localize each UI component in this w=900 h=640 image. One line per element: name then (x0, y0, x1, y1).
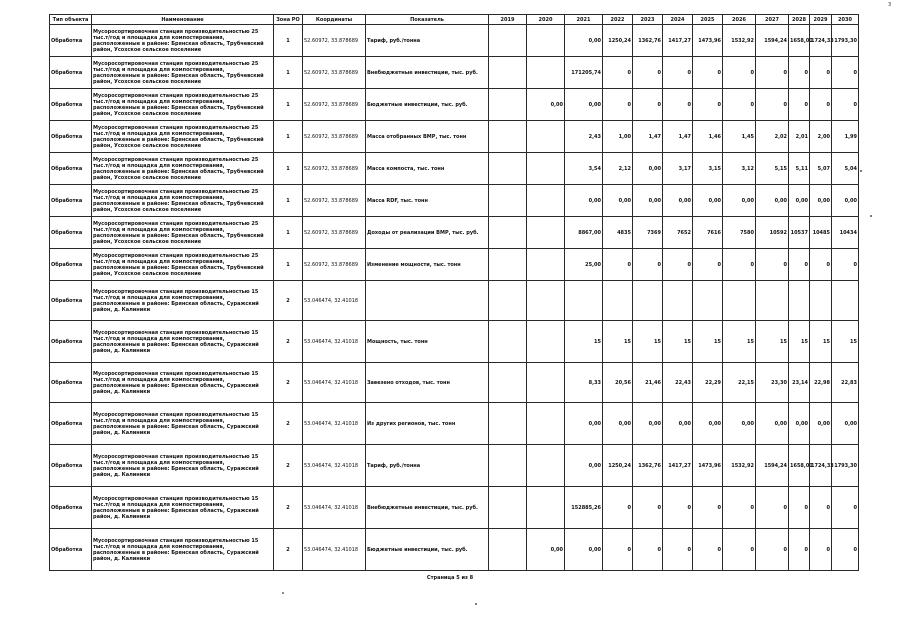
cell-year-value: 10537 (789, 217, 810, 249)
cell-coordinates: 52.60972, 33.878689 (303, 249, 366, 281)
cell-object-type: Обработка (50, 185, 92, 217)
cell-year-value: 4835 (603, 217, 633, 249)
cell-year-value (489, 185, 527, 217)
cell-year-value: 1793,30 (832, 445, 859, 487)
cell-year-value: 1724,33 (810, 25, 832, 57)
cell-indicator: Масса компоста, тыс. тонн (366, 153, 489, 185)
cell-year-value: 0 (633, 529, 663, 571)
table-row (50, 121, 859, 153)
cell-year-value: 1250,24 (603, 25, 633, 57)
header-year: 2021 (565, 15, 603, 25)
cell-rc-zone: 2 (274, 403, 303, 445)
cell-year-value: 7580 (723, 217, 756, 249)
cell-year-value: 0 (693, 249, 723, 281)
cell-indicator: Завезено отходов, тыс. тонн (366, 363, 489, 403)
cell-coordinates: 53.046474, 32.41018 (303, 487, 366, 529)
table-row (50, 57, 859, 89)
table-row (50, 445, 859, 487)
cell-year-value: 0,00 (565, 89, 603, 121)
cell-year-value: 152885,26 (565, 487, 603, 529)
document-sheet (49, 14, 857, 571)
cell-indicator: Масса отобранных ВМР, тыс. тонн (366, 121, 489, 153)
scan-speck (282, 592, 284, 594)
cell-year-value: 15 (810, 321, 832, 363)
cell-rc-zone: 1 (274, 57, 303, 89)
cell-year-value: 0,00 (603, 185, 633, 217)
cell-year-value: 15 (693, 321, 723, 363)
header-rc: Зона РО (274, 15, 303, 25)
cell-year-value: 0,00 (633, 153, 663, 185)
cell-year-value (527, 281, 565, 321)
cell-year-value (489, 57, 527, 89)
cell-year-value: 0,00 (789, 185, 810, 217)
header-year: 2020 (527, 15, 565, 25)
cell-year-value: 7369 (633, 217, 663, 249)
cell-year-value: 0,00 (603, 403, 633, 445)
cell-year-value (489, 445, 527, 487)
cell-year-value (565, 281, 603, 321)
cell-year-value: 23,30 (756, 363, 789, 403)
cell-year-value: 3,54 (565, 153, 603, 185)
cell-indicator: Внебюджетные инвестиции, тыс. руб. (366, 487, 489, 529)
cell-year-value (527, 25, 565, 57)
cell-year-value: 0 (633, 487, 663, 529)
cell-coordinates: 53.046474, 32.41018 (303, 529, 366, 571)
table-row (50, 281, 859, 321)
cell-rc-zone: 1 (274, 185, 303, 217)
cell-year-value: 0,00 (693, 185, 723, 217)
scan-speck (870, 215, 872, 217)
cell-coordinates: 52.60972, 33.878689 (303, 89, 366, 121)
cell-year-value: 0,00 (633, 403, 663, 445)
cell-object-name: Мусоросортировочная станция производительностью 25 тыс.т/год и площадка для компостирования, расположенные в районе: Брянская область, Трубчевский район, Усохское сельское поселение (92, 25, 274, 57)
cell-year-value (603, 281, 633, 321)
cell-coordinates: 53.046474, 32.41018 (303, 403, 366, 445)
cell-year-value: 1,47 (633, 121, 663, 153)
cell-year-value: 0 (723, 487, 756, 529)
cell-object-name: Мусоросортировочная станция производительностью 25 тыс.т/год и площадка для компостирования, расположенные в районе: Брянская область, Трубчевский район, Усохское сельское поселение (92, 185, 274, 217)
cell-year-value: 0 (756, 529, 789, 571)
cell-object-name: Мусоросортировочная станция производительностью 25 тыс.т/год и площадка для компостирования, расположенные в районе: Брянская область, Трубчевский район, Усохское сельское поселение (92, 249, 274, 281)
cell-indicator: Доходы от реализации ВМР, тыс. руб. (366, 217, 489, 249)
cell-object-name: Мусоросортировочная станция производительностью 25 тыс.т/год и площадка для компостирования, расположенные в районе: Брянская область, Трубчевский район, Усохское сельское поселение (92, 89, 274, 121)
cell-year-value (489, 121, 527, 153)
cell-year-value: 15 (832, 321, 859, 363)
cell-year-value: 0 (693, 487, 723, 529)
cell-year-value: 0 (832, 487, 859, 529)
cell-year-value: 0 (756, 487, 789, 529)
cell-year-value: 2,00 (810, 121, 832, 153)
cell-object-name: Мусоросортировочная станция производительностью 25 тыс.т/год и площадка для компостирования, расположенные в районе: Брянская область, Трубчевский район, Усохское сельское поселение (92, 217, 274, 249)
cell-object-name: Мусоросортировочная станция производительностью 15 тыс.т/год и площадка для компостирования, расположенные в районе: Брянская область, Суражский район, д. Калиники (92, 321, 274, 363)
cell-year-value: 1532,92 (723, 445, 756, 487)
cell-year-value: 0,00 (723, 403, 756, 445)
scan-speck (475, 603, 477, 605)
cell-year-value (832, 281, 859, 321)
cell-coordinates: 53.046474, 32.41018 (303, 445, 366, 487)
cell-year-value (489, 363, 527, 403)
header-year: 2030 (832, 15, 859, 25)
table-row (50, 363, 859, 403)
cell-coordinates: 52.60972, 33.878689 (303, 25, 366, 57)
cell-year-value: 8867,00 (565, 217, 603, 249)
cell-object-type: Обработка (50, 321, 92, 363)
cell-rc-zone: 1 (274, 121, 303, 153)
header-type: Тип объекта (50, 15, 92, 25)
cell-year-value: 0 (633, 89, 663, 121)
cell-object-type: Обработка (50, 121, 92, 153)
cell-year-value (489, 153, 527, 185)
cell-year-value: 0 (789, 57, 810, 89)
cell-year-value: 5,04 (832, 153, 859, 185)
cell-year-value: 0,00 (663, 403, 693, 445)
cell-year-value: 0 (633, 57, 663, 89)
cell-coordinates: 52.60972, 33.878689 (303, 185, 366, 217)
header-year: 2026 (723, 15, 756, 25)
cell-year-value: 1473,96 (693, 25, 723, 57)
cell-indicator: Изменение мощности, тыс. тонн (366, 249, 489, 281)
cell-object-type: Обработка (50, 403, 92, 445)
header-year: 2029 (810, 15, 832, 25)
sheet-corner-number: 3 (888, 2, 892, 8)
cell-year-value: 22,29 (693, 363, 723, 403)
cell-year-value (489, 217, 527, 249)
cell-year-value: 0 (663, 57, 693, 89)
cell-year-value: 5,15 (756, 153, 789, 185)
cell-year-value: 1417,27 (663, 445, 693, 487)
cell-year-value: 5,11 (789, 153, 810, 185)
header-year: 2023 (633, 15, 663, 25)
cell-year-value (527, 57, 565, 89)
cell-indicator: Внебюджетные инвестиции, тыс. руб. (366, 57, 489, 89)
cell-object-type: Обработка (50, 445, 92, 487)
table-row (50, 321, 859, 363)
cell-year-value: 22,15 (723, 363, 756, 403)
cell-rc-zone: 2 (274, 281, 303, 321)
cell-year-value: 0 (810, 487, 832, 529)
cell-year-value: 0,00 (756, 403, 789, 445)
cell-year-value (527, 249, 565, 281)
cell-year-value: 2,01 (789, 121, 810, 153)
cell-year-value: 0 (756, 57, 789, 89)
cell-year-value (489, 281, 527, 321)
cell-rc-zone: 1 (274, 25, 303, 57)
table-row (50, 487, 859, 529)
cell-year-value: 0 (603, 57, 633, 89)
cell-year-value: 0,00 (723, 185, 756, 217)
cell-year-value: 1250,24 (603, 445, 633, 487)
cell-object-name: Мусоросортировочная станция производительностью 15 тыс.т/год и площадка для компостирования, расположенные в районе: Брянская область, Суражский район, д. Калиники (92, 363, 274, 403)
cell-year-value: 1793,30 (832, 25, 859, 57)
cell-year-value: 2,43 (565, 121, 603, 153)
cell-year-value: 0 (832, 529, 859, 571)
cell-year-value: 7652 (663, 217, 693, 249)
cell-year-value: 3,12 (723, 153, 756, 185)
cell-object-type: Обработка (50, 153, 92, 185)
cell-year-value (527, 363, 565, 403)
header-year: 2025 (693, 15, 723, 25)
cell-year-value: 21,46 (633, 363, 663, 403)
cell-year-value: 0,00 (633, 185, 663, 217)
cell-year-value: 15 (633, 321, 663, 363)
cell-year-value: 1362,76 (633, 25, 663, 57)
cell-year-value: 0 (723, 249, 756, 281)
cell-year-value: 0,00 (565, 185, 603, 217)
cell-year-value (489, 89, 527, 121)
cell-year-value (789, 281, 810, 321)
cell-year-value: 10434 (832, 217, 859, 249)
investment-table (49, 14, 859, 571)
cell-year-value: 2,02 (756, 121, 789, 153)
header-coord: Координаты (303, 15, 366, 25)
cell-year-value: 0 (789, 529, 810, 571)
cell-coordinates: 53.046474, 32.41018 (303, 363, 366, 403)
cell-year-value: 1594,24 (756, 445, 789, 487)
cell-coordinates: 52.60972, 33.878689 (303, 121, 366, 153)
cell-year-value: 1724,33 (810, 445, 832, 487)
cell-year-value: 15 (723, 321, 756, 363)
cell-year-value: 15 (565, 321, 603, 363)
cell-year-value (527, 121, 565, 153)
cell-year-value: 0,00 (789, 403, 810, 445)
cell-year-value: 15 (603, 321, 633, 363)
cell-year-value (723, 281, 756, 321)
cell-year-value: 0,00 (565, 445, 603, 487)
cell-indicator: Из других регионов, тыс. тонн (366, 403, 489, 445)
table-header-row (50, 15, 859, 25)
cell-year-value: 0 (789, 487, 810, 529)
cell-year-value: 0 (810, 57, 832, 89)
cell-year-value: 1,99 (832, 121, 859, 153)
cell-rc-zone: 1 (274, 89, 303, 121)
cell-year-value (527, 403, 565, 445)
cell-year-value: 0,00 (756, 185, 789, 217)
cell-year-value: 0 (663, 249, 693, 281)
cell-year-value: 0,00 (832, 403, 859, 445)
cell-year-value: 0 (756, 89, 789, 121)
cell-object-name: Мусоросортировочная станция производительностью 25 тыс.т/год и площадка для компостирования, расположенные в районе: Брянская область, Трубчевский район, Усохское сельское поселение (92, 57, 274, 89)
cell-object-name: Мусоросортировочная станция производительностью 15 тыс.т/год и площадка для компостирования, расположенные в районе: Брянская область, Суражский район, д. Калиники (92, 529, 274, 571)
cell-year-value: 3,15 (693, 153, 723, 185)
cell-rc-zone: 2 (274, 445, 303, 487)
cell-year-value: 1,47 (663, 121, 693, 153)
cell-object-name: Мусоросортировочная станция производительностью 25 тыс.т/год и площадка для компостирования, расположенные в районе: Брянская область, Трубчевский район, Усохское сельское поселение (92, 121, 274, 153)
header-name: Наименование (92, 15, 274, 25)
header-year: 2027 (756, 15, 789, 25)
cell-indicator: Тариф, руб./тонна (366, 445, 489, 487)
cell-year-value: 0,00 (565, 403, 603, 445)
cell-object-type: Обработка (50, 529, 92, 571)
cell-rc-zone: 2 (274, 487, 303, 529)
cell-year-value: 1594,24 (756, 25, 789, 57)
cell-year-value: 15 (789, 321, 810, 363)
cell-rc-zone: 1 (274, 217, 303, 249)
cell-object-type: Обработка (50, 217, 92, 249)
cell-object-type: Обработка (50, 487, 92, 529)
cell-year-value: 0,00 (527, 529, 565, 571)
cell-year-value (756, 281, 789, 321)
cell-object-name: Мусоросортировочная станция производительностью 15 тыс.т/год и площадка для компостирования, расположенные в районе: Брянская область, Суражский район, д. Калиники (92, 487, 274, 529)
table-row (50, 217, 859, 249)
cell-year-value: 20,56 (603, 363, 633, 403)
cell-year-value: 0 (693, 57, 723, 89)
cell-year-value: 1417,27 (663, 25, 693, 57)
cell-object-type: Обработка (50, 57, 92, 89)
cell-year-value: 0,00 (663, 185, 693, 217)
cell-object-type: Обработка (50, 363, 92, 403)
cell-year-value (489, 249, 527, 281)
cell-year-value: 22,43 (663, 363, 693, 403)
cell-object-name: Мусоросортировочная станция производительностью 15 тыс.т/год и площадка для компостирования, расположенные в районе: Брянская область, Суражский район, д. Калиники (92, 445, 274, 487)
cell-indicator: Мощность, тыс. тонн (366, 321, 489, 363)
cell-year-value: 0 (723, 529, 756, 571)
cell-year-value (633, 281, 663, 321)
cell-year-value: 5,07 (810, 153, 832, 185)
cell-year-value: 0 (756, 249, 789, 281)
scan-speck (860, 170, 862, 172)
cell-year-value: 1532,92 (723, 25, 756, 57)
header-year: 2019 (489, 15, 527, 25)
cell-year-value: 0 (723, 57, 756, 89)
header-year: 2028 (789, 15, 810, 25)
cell-object-name: Мусоросортировочная станция производительностью 15 тыс.т/год и площадка для компостирования, расположенные в районе: Брянская область, Суражский район, д. Калиники (92, 403, 274, 445)
cell-coordinates: 53.046474, 32.41018 (303, 321, 366, 363)
cell-year-value: 0 (789, 89, 810, 121)
table-row (50, 25, 859, 57)
table-body (50, 25, 859, 571)
cell-rc-zone: 2 (274, 363, 303, 403)
cell-year-value: 15 (756, 321, 789, 363)
cell-year-value: 0 (633, 249, 663, 281)
cell-year-value: 2,12 (603, 153, 633, 185)
cell-year-value: 0,00 (810, 185, 832, 217)
cell-indicator: Бюджетные инвестиции, тыс. руб. (366, 529, 489, 571)
cell-indicator: Бюджетные инвестиции, тыс. руб. (366, 89, 489, 121)
cell-year-value: 0,00 (527, 89, 565, 121)
cell-year-value: 1658,01 (789, 445, 810, 487)
cell-object-name: Мусоросортировочная станция производительностью 25 тыс.т/год и площадка для компостирования, расположенные в районе: Брянская область, Трубчевский район, Усохское сельское поселение (92, 153, 274, 185)
cell-year-value (489, 321, 527, 363)
cell-year-value: 23,14 (789, 363, 810, 403)
cell-rc-zone: 2 (274, 321, 303, 363)
cell-coordinates: 53.046474, 32.41018 (303, 281, 366, 321)
cell-object-type: Обработка (50, 281, 92, 321)
cell-year-value: 3,17 (663, 153, 693, 185)
table-row (50, 403, 859, 445)
cell-year-value: 0,00 (810, 403, 832, 445)
cell-year-value (663, 281, 693, 321)
cell-year-value (527, 153, 565, 185)
cell-year-value: 8,33 (565, 363, 603, 403)
cell-year-value: 0 (723, 89, 756, 121)
table-row (50, 89, 859, 121)
header-year: 2024 (663, 15, 693, 25)
cell-year-value: 0 (832, 57, 859, 89)
table-row (50, 529, 859, 571)
cell-year-value: 171205,74 (565, 57, 603, 89)
cell-rc-zone: 1 (274, 249, 303, 281)
header-year: 2022 (603, 15, 633, 25)
cell-year-value (527, 185, 565, 217)
cell-year-value: 25,00 (565, 249, 603, 281)
cell-year-value: 1,00 (603, 121, 633, 153)
header-indicator: Показатель (366, 15, 489, 25)
cell-year-value: 1,46 (693, 121, 723, 153)
cell-year-value (693, 281, 723, 321)
cell-coordinates: 52.60972, 33.878689 (303, 57, 366, 89)
cell-year-value: 7616 (693, 217, 723, 249)
cell-rc-zone: 2 (274, 529, 303, 571)
cell-year-value: 22,83 (832, 363, 859, 403)
cell-year-value: 0 (663, 89, 693, 121)
cell-coordinates: 52.60972, 33.878689 (303, 217, 366, 249)
cell-year-value (489, 25, 527, 57)
cell-year-value (527, 445, 565, 487)
cell-year-value: 0,00 (565, 529, 603, 571)
cell-year-value: 0 (832, 89, 859, 121)
cell-year-value: 0 (810, 89, 832, 121)
cell-year-value: 1362,76 (633, 445, 663, 487)
cell-object-type: Обработка (50, 25, 92, 57)
cell-year-value (527, 217, 565, 249)
cell-year-value: 0 (789, 249, 810, 281)
cell-indicator: Масса RDF, тыс. тонн (366, 185, 489, 217)
cell-year-value: 0,00 (565, 25, 603, 57)
cell-year-value: 0 (603, 249, 633, 281)
cell-year-value: 0 (603, 529, 633, 571)
table-row (50, 153, 859, 185)
cell-year-value: 0 (603, 487, 633, 529)
cell-indicator: Тариф, руб./тонна (366, 25, 489, 57)
cell-year-value: 0 (810, 249, 832, 281)
cell-year-value (527, 487, 565, 529)
cell-year-value: 0 (832, 249, 859, 281)
table-row (50, 185, 859, 217)
cell-year-value: 0,00 (693, 403, 723, 445)
cell-year-value (527, 321, 565, 363)
page-footer: Страница 5 из 8 (426, 575, 474, 581)
cell-year-value (489, 403, 527, 445)
cell-year-value: 0 (810, 529, 832, 571)
table-row (50, 249, 859, 281)
cell-year-value: 10592 (756, 217, 789, 249)
cell-year-value: 10485 (810, 217, 832, 249)
cell-year-value: 15 (663, 321, 693, 363)
cell-year-value: 1658,01 (789, 25, 810, 57)
cell-rc-zone: 1 (274, 153, 303, 185)
cell-indicator (366, 281, 489, 321)
cell-year-value (810, 281, 832, 321)
cell-year-value: 0,00 (832, 185, 859, 217)
cell-year-value (489, 487, 527, 529)
cell-year-value: 0 (693, 89, 723, 121)
cell-year-value: 22,98 (810, 363, 832, 403)
cell-year-value: 1,45 (723, 121, 756, 153)
cell-object-name: Мусоросортировочная станция производительностью 15 тыс.т/год и площадка для компостирования, расположенные в районе: Брянская область, Суражский район, д. Калиники (92, 281, 274, 321)
cell-coordinates: 52.60972, 33.878689 (303, 153, 366, 185)
cell-object-type: Обработка (50, 89, 92, 121)
cell-year-value: 1473,96 (693, 445, 723, 487)
cell-year-value: 0 (663, 487, 693, 529)
cell-object-type: Обработка (50, 249, 92, 281)
cell-year-value (489, 529, 527, 571)
cell-year-value: 0 (693, 529, 723, 571)
cell-year-value: 0 (603, 89, 633, 121)
cell-year-value: 0 (663, 529, 693, 571)
